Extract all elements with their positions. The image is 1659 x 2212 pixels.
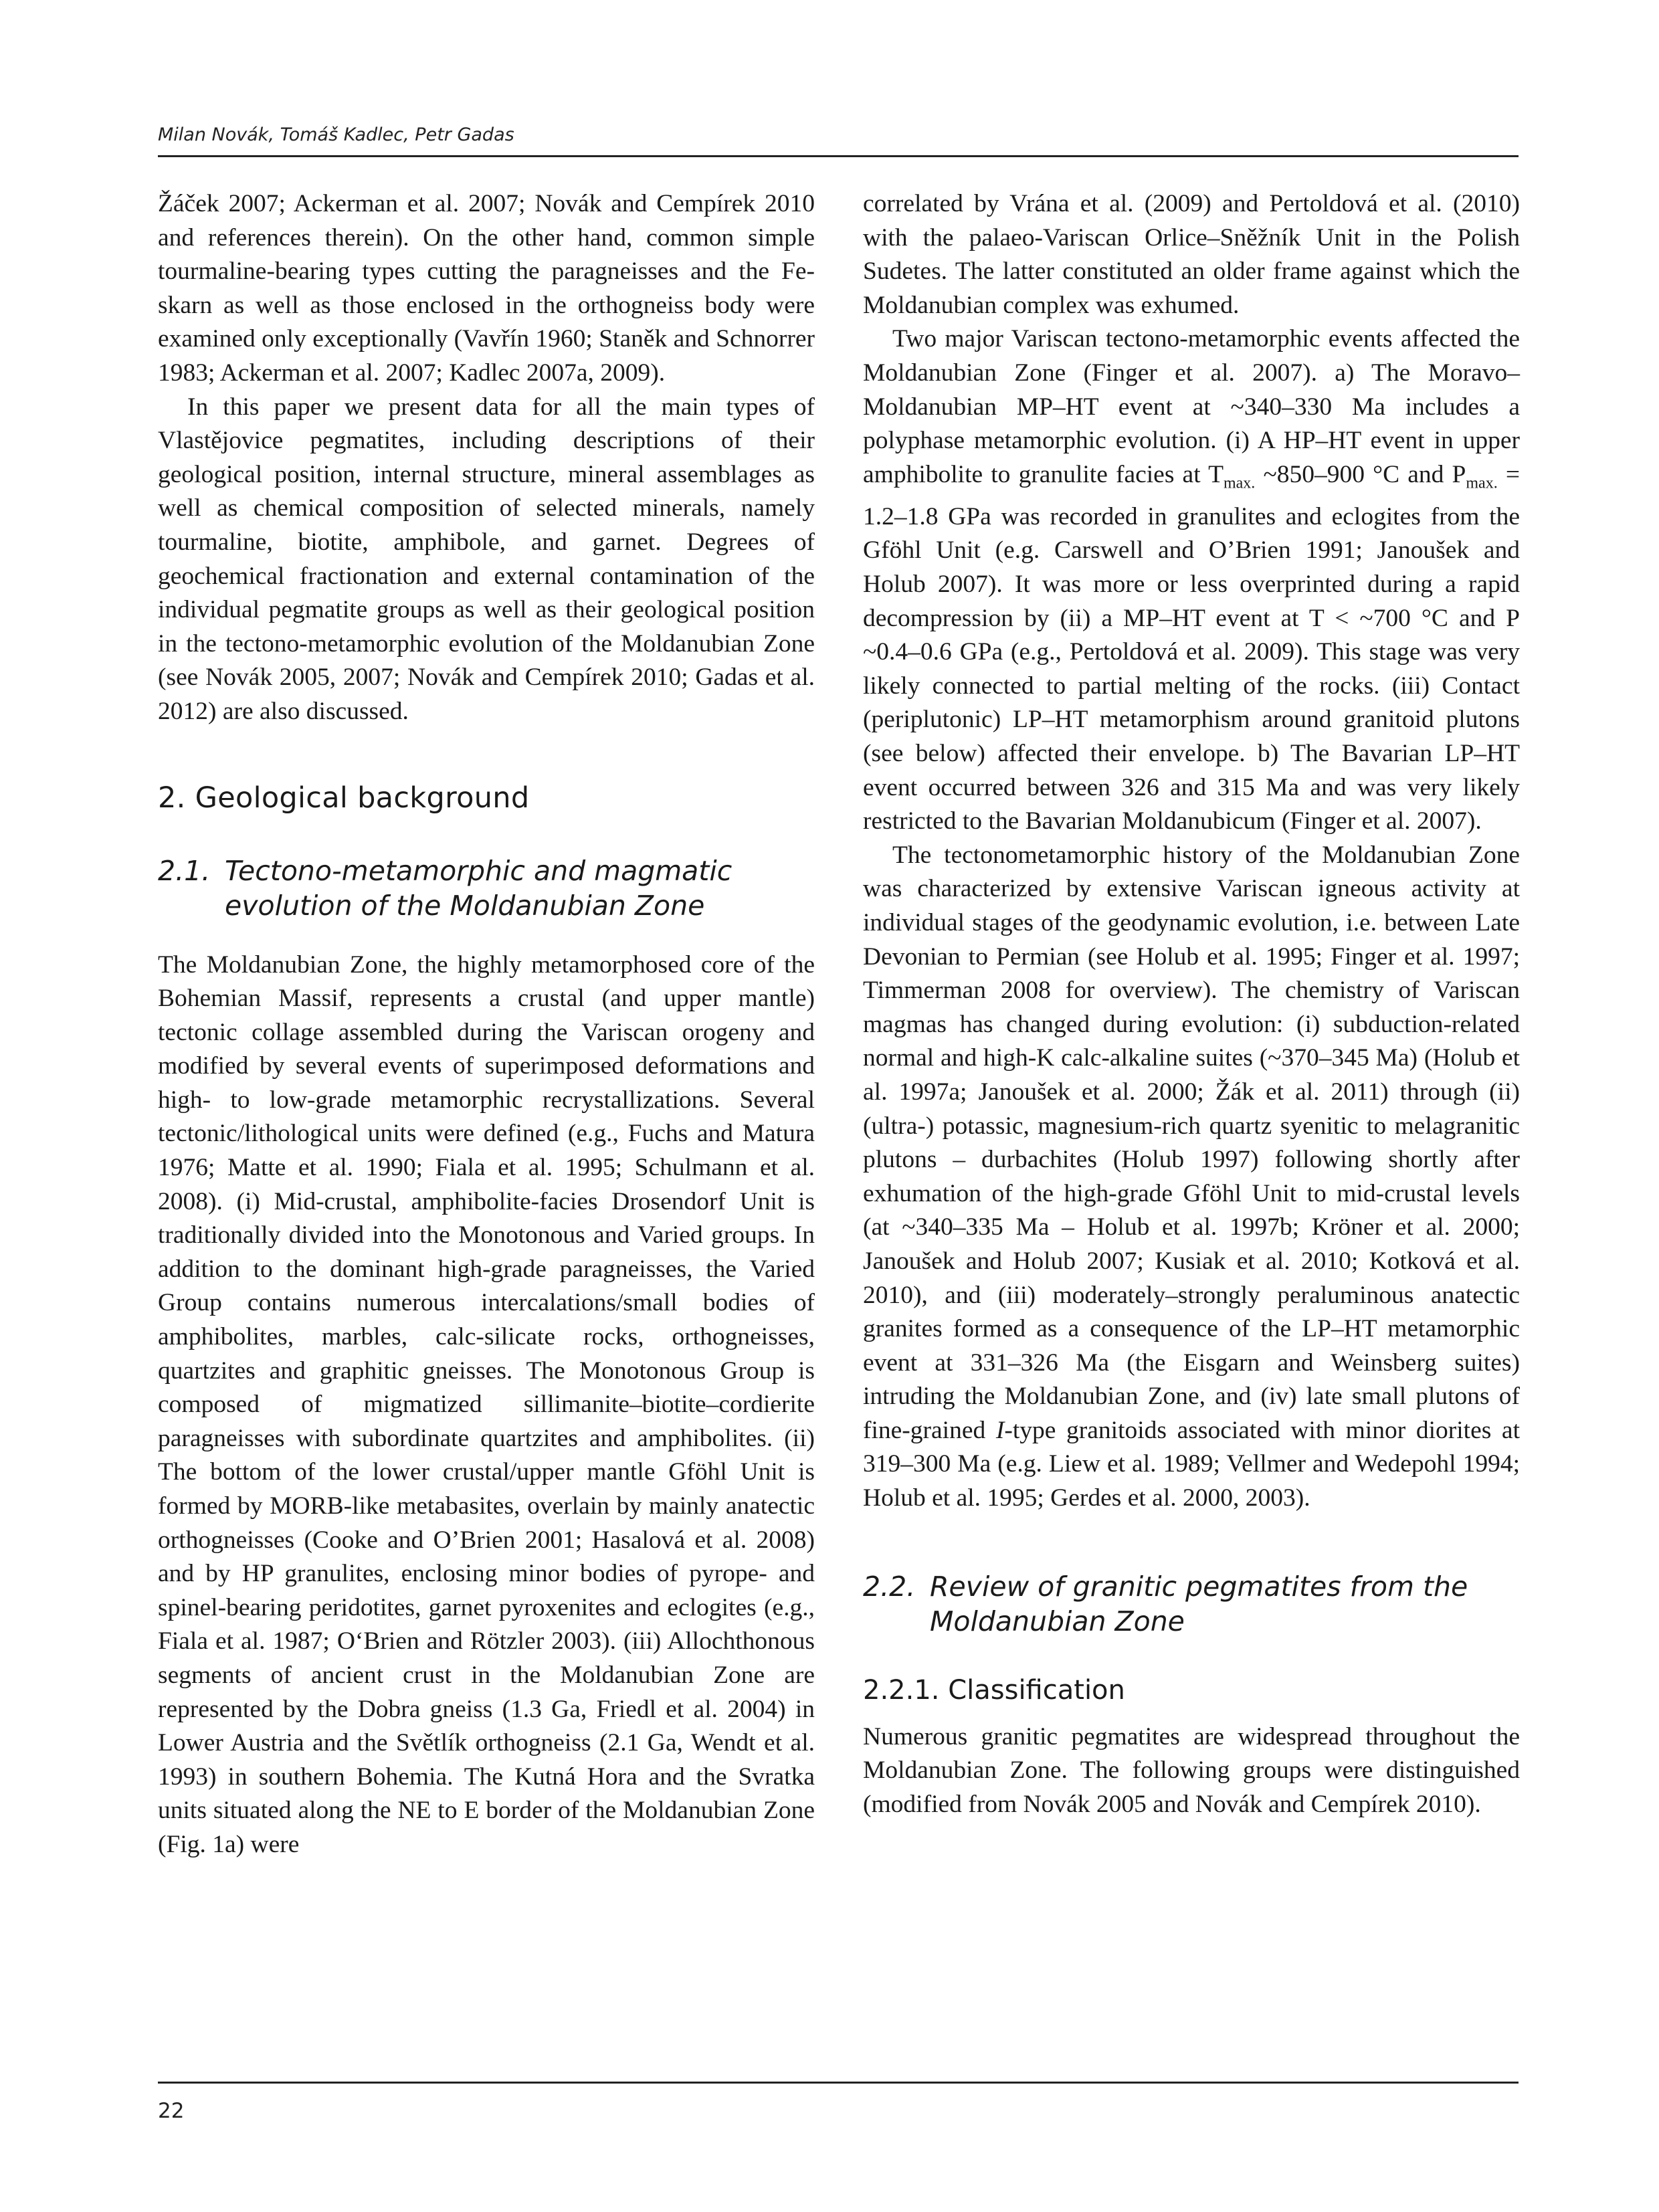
italic-text: I <box>995 1416 1005 1444</box>
subsection-number: 2.1. <box>158 854 211 887</box>
text-run: -type granitoids associated with minor diorites at 319–300 Ma (e.g. Liew et al. 1989; Vellmer and Wedepohl 1994; Holub et al. 1995; Gerdes et al. 2000, 2003). <box>863 1416 1520 1512</box>
section-heading-geological-background: 2. Geological background <box>158 781 530 815</box>
subsection-title: Tectono-metamorphic and magmatic evolution of the Moldanubian Zone <box>225 854 733 922</box>
paragraph-metamorphic-events <box>863 322 1520 838</box>
subscript: max. <box>1466 474 1498 492</box>
left-column <box>158 187 815 1862</box>
page-number: 22 <box>158 2099 185 2123</box>
right-column <box>863 187 1520 1821</box>
subsection-heading-2-1 <box>158 853 815 923</box>
subsection-number: 2.2. <box>863 1570 916 1603</box>
text-run: The tectonometamorphic history of the Moldanubian Zone was characterized by extensive Variscan igneous activity at individual stages of the geodynamic evolution, i.e. between Late Devonian to Permian (see Holub et al. 1995; Finger et al. 1997; Timmerman 2008 for overview). The chemistry of Variscan magmas has changed during evolution: (i) subduction-related normal and high-K calc-alkaline suites (~370–345 Ma) (Holub et al. 1997a; Janoušek et al. 2000; Žák et al. 2011) through (ii) (ultra-) potassic, magnesium-rich quartz syenitic to melagranitic plutons – durbachites (Holub 1997) following shortly after exhumation of the high-grade Gföhl Unit to mid-crustal levels (at ~340–335 Ma – Holub et al. 1997b; Kröner et al. 2000; Janoušek and Holub 2007; Kusiak et al. 2010; Kotková et al. 2010), and (iii) moderately–strongly peraluminous anatectic granites formed as a consequence of the LP–HT metamorphic event at 331–326 Ma (the Eisgarn and Weinsberg suites) intruding the Moldanubian Zone, and (iv) late small plutons of fine-grained <box>863 841 1520 1444</box>
running-head: Milan Novák, Tomáš Kadlec, Petr Gadas <box>158 124 514 145</box>
text-run: = 1.2–1.8 GPa was recorded in granulites and eclogites from the Gföhl Unit (e.g. Carswell and O’Brien 1991; Janoušek and Holub 2007). It was more or less overprinted during a rapid decompression by (ii) a MP–HT event at T < ~700 °C and P ~0.4–0.6 GPa (e.g., Pertoldová et al. 2009). This stage was very likely connected to partial melting of the rocks. (iii) Contact (periplutonic) LP–HT metamorphism around granitoid plutons (see below) affected their envelope. b) The Bavarian LP–HT event occurred between 326 and 315 Ma and was very likely restricted to the Bavarian Moldanubicum (Finger et al. 2007). <box>863 460 1521 835</box>
footer-rule <box>158 2082 1519 2084</box>
subsubsection-heading-classification: 2.2.1. Classification <box>863 1674 1125 1706</box>
paragraph-intro-end: Žáček 2007; Ackerman et al. 2007; Novák and Cempírek 2010 and references therein). On the other hand, common simple tourmaline-bearing types cutting the paragneisses and the Fe-skarn as well as those enclosed in the orthogneiss body were examined only exceptionally (Vavřín 1960; Staněk and Schnorrer 1983; Ackerman et al. 2007; Kadlec 2007a, 2009). <box>158 190 815 387</box>
subsection-title: Review of granitic pegmatites from the Moldanubian Zone <box>930 1570 1468 1637</box>
text-run: Two major Variscan tectono-metamorphic events affected the Moldanubian Zone (Finger et al. 2007). a) The Moravo–Moldanubian MP–HT event at ~340–330 Ma includes a polyphase metamorphic evolution. (i) A HP–HT event in upper amphibolite to granulite facies at T <box>863 325 1520 488</box>
header-rule <box>158 155 1519 157</box>
text-run: ~850–900 °C and P <box>1255 460 1466 488</box>
paragraph-aims: In this paper we present data for all the main types of Vlastějovice pegmatites, including descriptions of their geological position, internal structure, mineral assemblages as well as chemical composition of selected minerals, namely tourmaline, biotite, amphibole, and garnet. Degrees of geochemical fractionation and external contamination of the individual pegmatite groups as well as their geological position in the tectono-metamorphic evolution of the Moldanubian Zone (see Novák 2005, 2007; Novák and Cempírek 2010; Gadas et al. 2012) are also discussed. <box>158 393 815 725</box>
paragraph-pegmatite-groups: Numerous granitic pegmatites are widespread throughout the Moldanubian Zone. The following groups were distinguished (modified from Novák 2005 and Novák and Cempírek 2010). <box>863 1722 1520 1818</box>
subsection-heading-2-2 <box>863 1569 1520 1639</box>
paragraph-moldanubian-zone: The Moldanubian Zone, the highly metamorphosed core of the Bohemian Massif, represents a crustal (and upper mantle) tectonic collage assembled during the Variscan orogeny and modified by several events of superimposed deformations and high- to low-grade metamorphic recrystallizations. Several tectonic/lithological units were defined (e.g., Fuchs and Matura 1976; Matte et al. 1990; Fiala et al. 1995; Schulmann et al. 2008). (i) Mid-crustal, amphibolite-facies Drosendorf Unit is traditionally divided into the Monotonous and Varied groups. In addition to the dominant high-grade paragneisses, the Varied Group contains numerous intercalations/small bodies of amphibolites, marbles, calc-silicate rocks, orthogneisses, quartzites and graphitic gneisses. The Monotonous Group is composed of migmatized sillimanite–biotite–cordierite paragneisses with subordinate quartzites and amphibolites. (ii) The bottom of the lower crustal/upper mantle Gföhl Unit is formed by MORB-like metabasites, overlain by mainly anatectic orthogneisses (Cooke and O’Brien 2001; Hasalová et al. 2008) and by HP granulites, enclosing minor bodies of pyrope- and spinel-bearing peridotites, garnet pyroxenites and eclogites (e.g., Fiala et al. 1987; O‘Brien and Rötzler 2003). (iii) Allochthonous segments of ancient crust in the Moldanubian Zone are represented by the Dobra gneiss (1.3 Ga, Friedl et al. 2004) in Lower Austria and the Světlík orthogneiss (2.1 Ga, Wendt et al. 1993) in southern Bohemia. The Kutná Hora and the Svratka units situated along the NE to E border of the Moldanubian Zone (Fig. 1a) were <box>158 950 815 1858</box>
paragraph-igneous-activity <box>863 839 1520 1516</box>
subscript: max. <box>1223 474 1256 492</box>
paragraph-correlation: correlated by Vrána et al. (2009) and Pertoldová et al. (2010) with the palaeo-Variscan Orlice–Sněžník Unit in the Polish Sudetes. The latter constituted an older frame against which the Moldanubian complex was exhumed. <box>863 190 1520 319</box>
